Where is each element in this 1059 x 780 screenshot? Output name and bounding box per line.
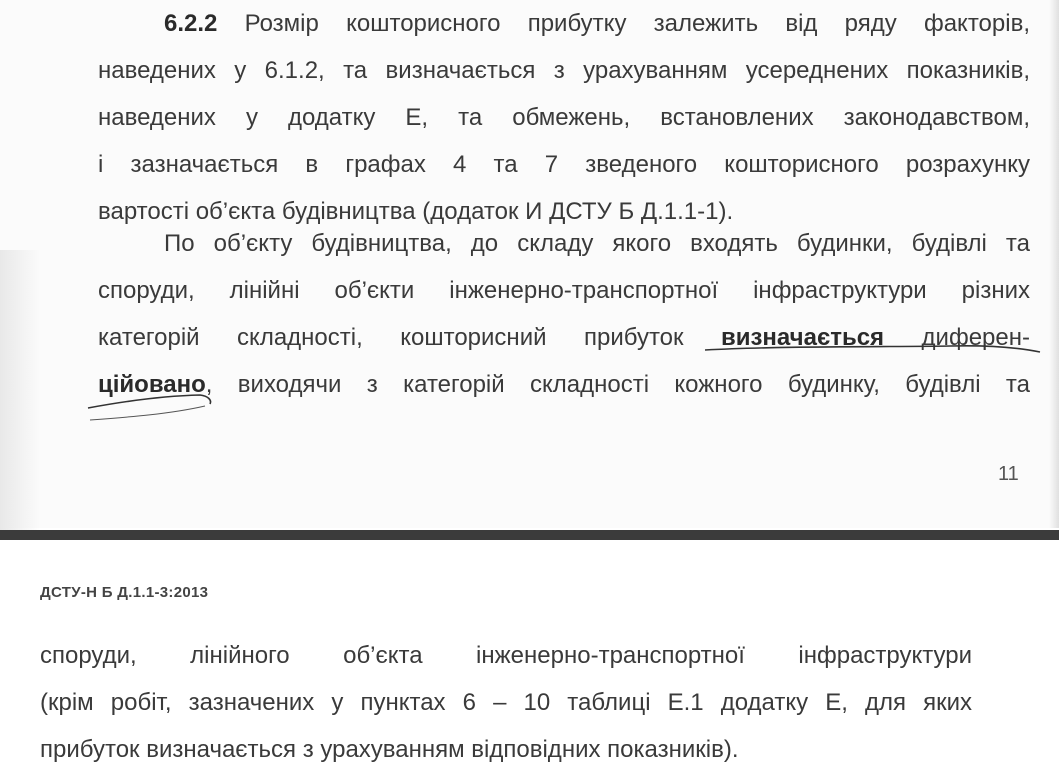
document-header-code: ДСТУ-Н Б Д.1.1-3:2013: [40, 584, 209, 601]
text-segment: диферен-: [884, 324, 1030, 351]
paragraph-6-2-2: [98, 0, 1030, 235]
text-line: і зазначається в графах 4 та 7 зведеного кошторисного розрахунку: [98, 151, 1030, 178]
text-line: наведених у 6.1.2, та визначається з урахуванням усереднених показників,: [98, 57, 1030, 84]
text-segment: , виходячи з категорій складності кожного будинку, будівлі та: [205, 371, 1030, 398]
text-line: наведених у додатку Е, та обмежень, встановлених законодавством,: [98, 104, 1030, 131]
scan-edge: [1049, 0, 1059, 528]
paragraph-continuation: [40, 632, 972, 773]
text-line: вартості об’єкта будівництва (додаток И ДСТУ Б Д.1.1-1).: [98, 198, 734, 225]
text-line: [98, 361, 1030, 408]
paragraph-construction-object: [98, 220, 1030, 408]
text-line: споруди, лінійного об’єкта інженерно-транспортної інфраструктури: [40, 642, 972, 669]
text-line: По об’єкту будівництва, до складу якого входять будинки, будівлі та: [164, 230, 1030, 257]
emphasized-word: визначається: [720, 324, 885, 351]
text-segment: категорій складності, кошторисний прибуток: [98, 324, 721, 351]
text-line: прибуток визначається з урахуванням відповідних показників).: [40, 736, 739, 763]
text-line: споруди, лінійні об’єкти інженерно-транспортної інфраструктури різних: [98, 277, 1030, 304]
clause-number: 6.2.2: [164, 10, 218, 37]
text-line: [98, 0, 1030, 47]
page-number: 11: [998, 463, 1019, 485]
page-divider: [0, 530, 1059, 540]
scan-shadow: [0, 250, 40, 530]
text-line-content: Розмір кошторисного прибутку залежить від ряду факторів,: [244, 10, 1030, 37]
text-line: [98, 314, 1030, 361]
text-line: (крім робіт, зазначених у пунктах 6 – 10 таблиці Е.1 додатку Е, для яких: [40, 689, 972, 716]
emphasized-word: ційовано: [98, 371, 206, 398]
